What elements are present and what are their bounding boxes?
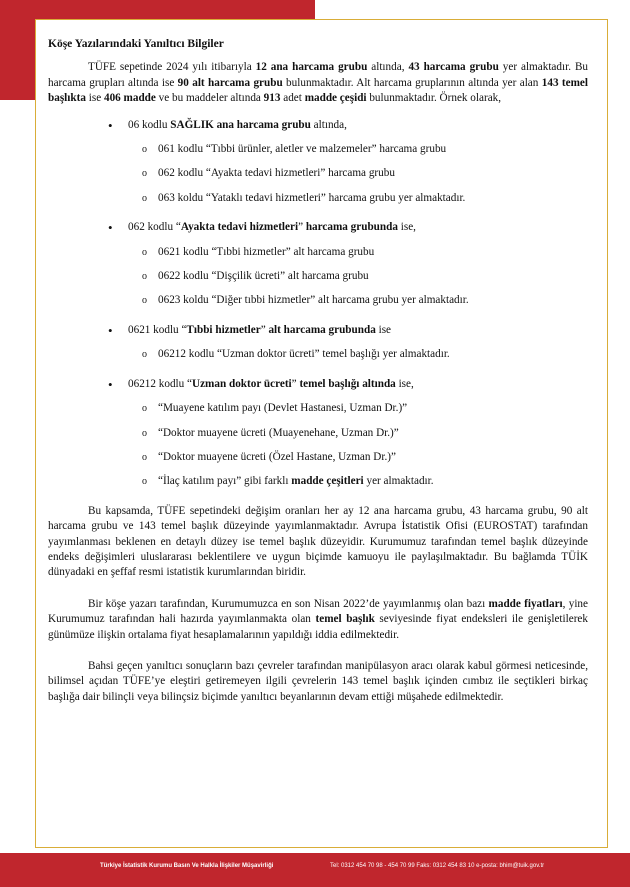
paragraph-conclusion: Bahsi geçen yanıltıcı sonuçların bazı çevreler tarafından manipülasyon aracı olarak kabul görmesi neticesinde, bilimsel açıdan TÜFE’ye eleştiri getiremeyen ilgili çevrelerin 143 temel başlık içinden cımbız ile seçtikleri birkaç başlığa dair bilinçli veya bilinçsiz biçimde yanıltıcı beyanlarının devam ettiği müşahede edilmektedir. [48, 659, 588, 703]
list-item: o “Doktor muayene ücreti (Muayenehane, Uzman Dr.)” [48, 426, 588, 441]
list-item: o 0623 koldu “Diğer tıbbi hizmetler” alt harcama grubu yer almaktadır. [48, 293, 588, 308]
list-item: • 06212 kodlu “Uzman doktor ücreti” temel başlığı altında ise, [48, 377, 588, 392]
document-body [48, 37, 588, 705]
list-item: o “Muayene katılım payı (Devlet Hastanesi, Uzman Dr.)” [48, 401, 588, 416]
list-item: • 062 kodlu “Ayakta tedavi hizmetleri” harcama grubunda ise, [48, 220, 588, 235]
footer-organization: Türkiye İstatistik Kurumu Basın Ve Halkla İlişkiler Müşavirliği [100, 863, 274, 869]
list-item: o 0621 kodlu “Tıbbi hizmetler” alt harcama grubu [48, 245, 588, 260]
list-item: o “İlaç katılım payı” gibi farklı madde çeşitleri yer almaktadır. [48, 474, 588, 489]
list-item: o 062 kodlu “Ayakta tedavi hizmetleri” harcama grubu [48, 166, 588, 181]
list-item: • 0621 kodlu “Tıbbi hizmetler” alt harcama grubunda ise [48, 323, 588, 338]
list-item: o 063 koldu “Yataklı tedavi hizmetleri” harcama grubu yer almaktadır. [48, 191, 588, 206]
list-group-medical-services [48, 323, 588, 363]
list-item: o “Doktor muayene ücreti (Özel Hastane, Uzman Dr.)” [48, 450, 588, 465]
list-item: • 06 kodlu SAĞLIK ana harcama grubu altında, [48, 118, 588, 133]
red-footer-band [0, 853, 630, 887]
list-group-outpatient [48, 220, 588, 309]
paragraph-claim: Bir köşe yazarı tarafından, Kurumumuzca en son Nisan 2022’de yayımlanmış olan bazı madde fiyatları, yine Kurumumuz tarafından hali hazırda yayımlanmakta olan temel başlık seviyesinde fiyat endeksleri ile genişletilerek günümüze ilişkin ortalama fiyat hesaplamalarının yapıldığı iddia edilmektedir. [48, 597, 588, 641]
list-item: o 06212 kodlu “Uzman doktor ücreti” temel başlığı yer almaktadır. [48, 347, 588, 362]
list-item: o 0622 kodlu “Dişçilik ücreti” alt harcama grubu [48, 269, 588, 284]
paragraph-scope: Bu kapsamda, TÜFE sepetindeki değişim oranları her ay 12 ana harcama grubu, 43 harcama grubu, 90 alt harcama grubu ve 143 temel başlık düzeyinde yayımlanmaktadır. Avrupa İstatistik Ofisi (EUROSTAT) tarafından yayımlanması beklenen en detaylı düzey ise temel başlık düzeyidir. Kurumumuz tarafından temel başlık düzeyinde endeks değişimleri uluslararası beklentilere ve uygun biçimde kamuoyu ile paylaşılmaktadır. Bu bağlamda TÜİK dünyadaki en şeffaf resmi istatistik kurumlarından biridir. [48, 504, 588, 579]
page-title: Köşe Yazılarındaki Yanıltıcı Bilgiler [48, 38, 224, 50]
footer-contact: Tel: 0312 454 70 98 - 454 70 99 Faks: 0312 454 83 10 e-posta: bhim@tuik.gov.tr [330, 863, 545, 869]
list-item: o 061 kodlu “Tıbbi ürünler, aletler ve malzemeler” harcama grubu [48, 142, 588, 157]
intro-paragraph: TÜFE sepetinde 2024 yılı itibarıyla 12 ana harcama grubu altında, 43 harcama grubu yer almaktadır. Bu harcama grupları altında ise 90 alt harcama grubu bulunmaktadır. Alt harcama gruplarının altında yer alan 143 temel başlıkta ise 406 madde ve bu maddeler altında 913 adet madde çeşidi bulunmaktadır. Örnek olarak, [48, 61, 588, 105]
list-group-specialist-fee [48, 377, 588, 490]
list-group-health [48, 118, 588, 207]
